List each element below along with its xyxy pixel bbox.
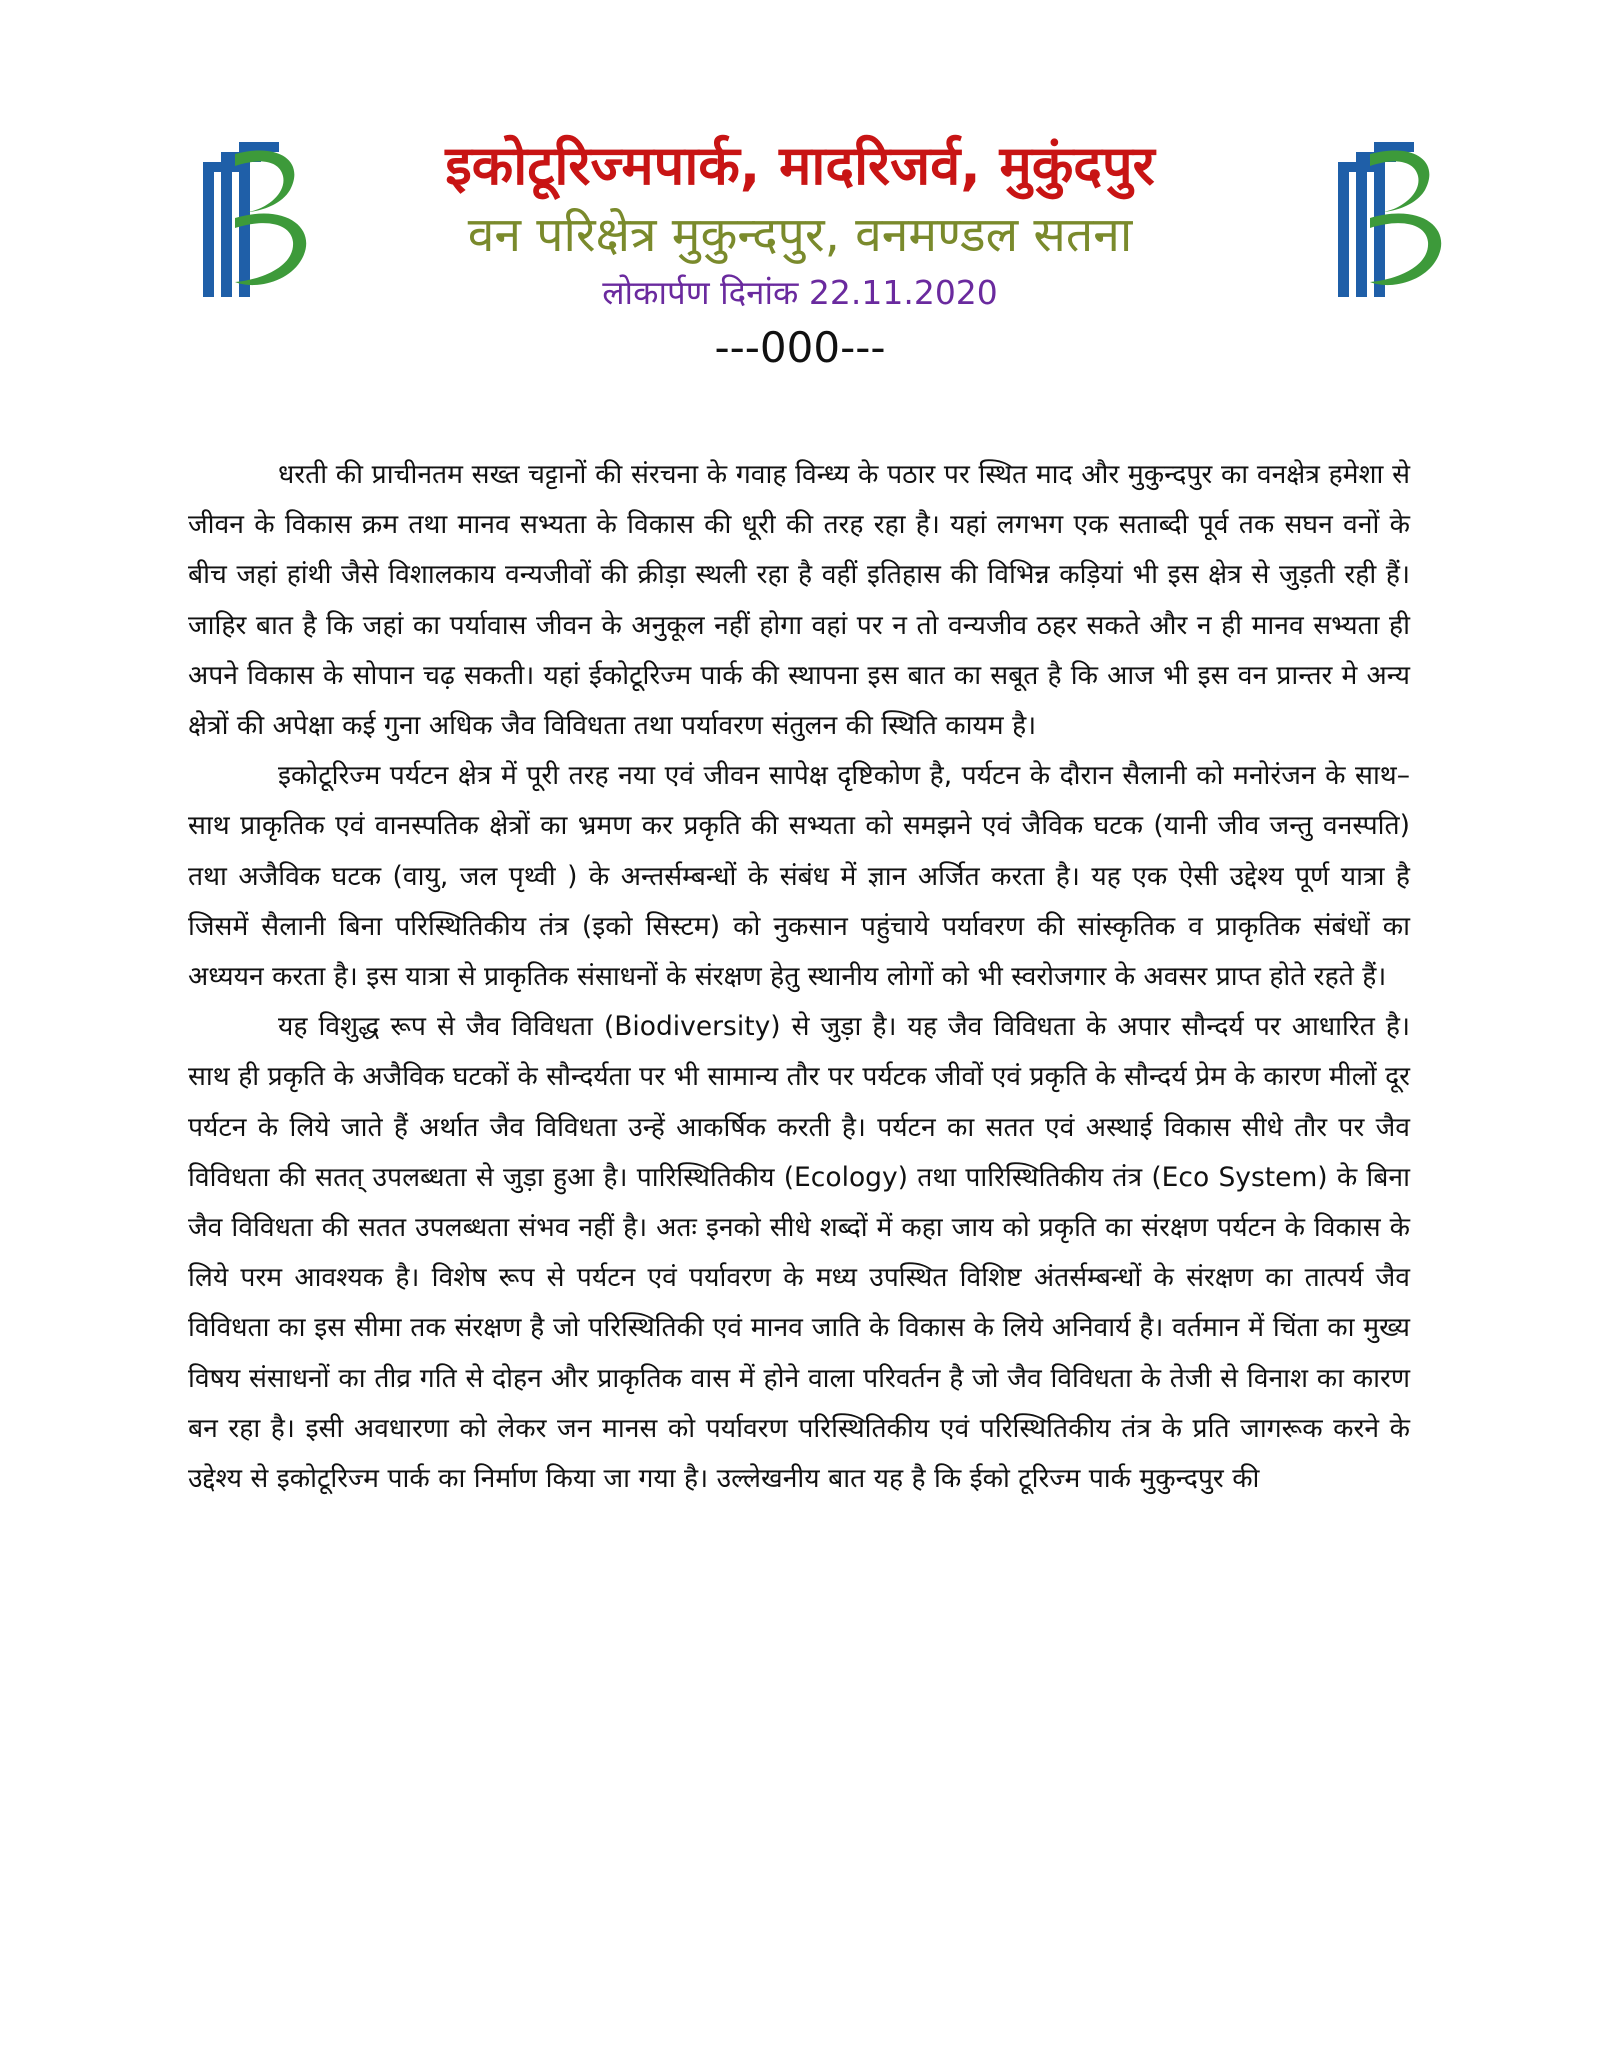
paragraph-1: धरती की प्राचीनतम सख्त चट्टानों की संरचना के गवाह विन्ध्य के पठार पर स्थित माद और मुकुन्दपुर का वनक्षेत्र हमेशा से जीवन के विकास क्रम तथा मानव सभ्यता के विकास की धूरी की तरह रहा है। यहां लगभग एक सताब्दी पूर्व तक सघन वनों के बीच जहां हांथी जैसे विशालकाय वन्यजीवों की क्रीड़ा स्थली रहा है वहीं इतिहास की विभिन्न कड़ियां भी इस क्षेत्र से जुड़ती रही हैं। जाहिर बात है कि जहां का पर्यावास जीवन के अनुकूल नहीं होगा वहां पर न तो वन्यजीव ठहर सकते और न ही मानव सभ्यता ही अपने विकास के सोपान चढ़ सकती। यहां ईकोटूरिज्म पार्क की स्थापना इस बात का सबूत है कि आज भी इस वन प्रान्तर मे अन्य क्षेत्रों की अपेक्षा कई गुना अधिक जैव विविधता तथा पर्यावरण संतुलन की स्थिति कायम है। bbox=[188, 459, 1410, 742]
page-subtitle: वन परिक्षेत्र मुकुन्दपुर, वनमण्डल सतना bbox=[467, 207, 1133, 263]
forest-department-logo-icon bbox=[1330, 132, 1455, 307]
section-divider: ---000--- bbox=[714, 323, 886, 372]
document-header bbox=[300, 130, 1300, 378]
inauguration-date: लोकार्पण दिनांक 22.11.2020 bbox=[602, 273, 998, 312]
document-body bbox=[188, 450, 1410, 1504]
paragraph-3: यह विशुद्ध रूप से जैव विविधता (Biodiversity) से जुड़ा है। यह जैव विविधता के अपार सौन्दर्य पर आधारित है। साथ ही प्रकृति के अजैविक घटकों के सौन्दर्यता पर भी सामान्य तौर पर पर्यटक जीवों एवं प्रकृति के सौन्दर्य प्रेम के कारण मीलों दूर पर्यटन के लिये जाते हैं अर्थात जैव विविधता उन्हें आकर्षिक करती है। पर्यटन का सतत एवं अस्थाई विकास सीधे तौर पर जैव विविधता की सतत् उपलब्धता से जुड़ा हुआ है। पारिस्थितिकीय (Ecology) तथा पारिस्थितिकीय तंत्र (Eco System) के बिना जैव विविधता की सतत उपलब्धता संभव नहीं है। अतः इनको सीधे शब्दों में कहा जाय को प्रकृति का संरक्षण पर्यटन के विकास के लिये परम आवश्यक है। विशेष रूप से पर्यटन एवं पर्यावरण के मध्य उपस्थित विशिष्ट अंतर्सम्बन्धों के संरक्षण का तात्पर्य जैव विविधता का इस सीमा तक संरक्षण है जो परिस्थितिकी एवं मानव जाति के विकास के लिये अनिवार्य है। वर्तमान में चिंता का मुख्य विषय संसाधनों का तीव्र गति से दोहन और प्राकृतिक वास में होने वाला परिवर्तन है जो जैव विविधता के तेजी से विनाश का कारण बन रहा है। इसी अवधारणा को लेकर जन मानस को पर्यावरण परिस्थितिकीय एवं परिस्थितिकीय तंत्र के प्रति जागरूक करने के उद्देश्य से इकोटूरिज्म पार्क का निर्माण किया जा गया है। उल्लेखनीय बात यह है कि ईको टूरिज्म पार्क मुकुन्दपुर की bbox=[188, 1011, 1410, 1495]
paragraph-2: इकोटूरिज्म पर्यटन क्षेत्र में पूरी तरह नया एवं जीवन सापेक्ष दृष्टिकोण है, पर्यटन के दौरान सैलानी को मनोरंजन के साथ–साथ प्राकृतिक एवं वानस्पतिक क्षेत्रों का भ्रमण कर प्रकृति की सभ्यता को समझने एवं जैविक घटक (यानी जीव जन्तु वनस्पति) तथा अजैविक घटक (वायु, जल पृथ्वी ) के अन्तर्सम्बन्धों के संबंध में ज्ञान अर्जित करता है। यह एक ऐसी उद्देश्य पूर्ण यात्रा है जिसमें सैलानी बिना परिस्थितिकीय तंत्र (इको सिस्टम) को नुकसान पहुंचाये पर्यावरण की सांस्कृतिक व प्राकृतिक संबंधों का अध्ययन करता है। इस यात्रा से प्राकृतिक संसाधनों के संरक्षण हेतु स्थानीय लोगों को भी स्वरोजगार के अवसर प्राप्त होते रहते हैं। bbox=[188, 760, 1410, 993]
page-title: इकोटूरिज्मपार्क, मादरिजर्व, मुकुंदपुर bbox=[445, 134, 1155, 197]
